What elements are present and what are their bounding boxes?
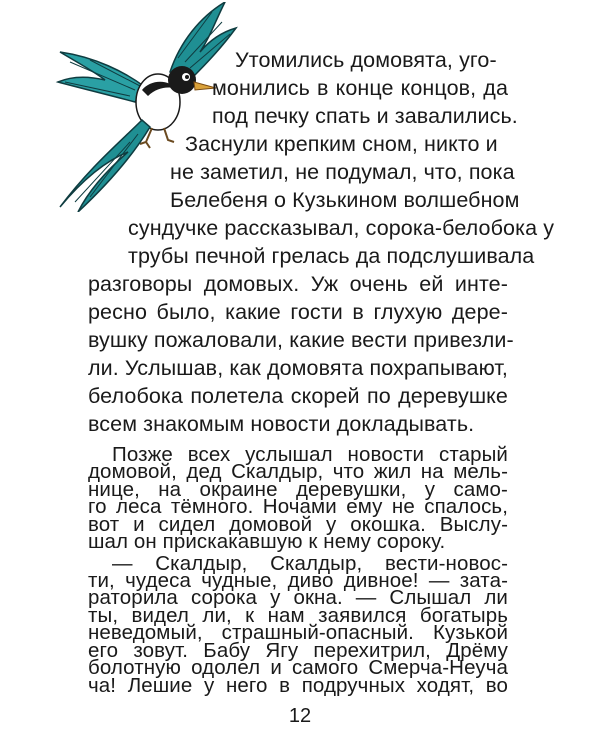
- text-line: — Скалдыр, Скалдыр, вести-новос-: [112, 551, 508, 575]
- text-line: трубы печной грелась да подслушивала: [128, 244, 535, 268]
- text-line: ресно было, какие гости в глухую дере-: [88, 300, 508, 324]
- text-line: Позже всех услышал новости старый: [112, 443, 508, 466]
- text-line: домовой, дед Скалдыр, что жил на мель-: [88, 460, 508, 484]
- text-line: шал он прискакавшую к нему сороку.: [88, 530, 446, 554]
- text-line: ли. Услышав, как домовята похрапывают,: [88, 356, 509, 380]
- text-line: его зовут. Бабу Ягу перехитрил, Дрёму: [88, 638, 508, 662]
- text-line: под печку спать и завалились.: [212, 104, 518, 128]
- text-line: го леса тёмного. Ночами ему не спалось,: [88, 495, 508, 519]
- text-line: Утомились домовята, уго-: [235, 48, 497, 72]
- magpie-head: [168, 66, 196, 94]
- text-line: Заснули крепким сном, никто и: [185, 132, 498, 156]
- text-line: болотную одолел и самого Смерча-Неуча: [88, 656, 508, 680]
- text-line: неведомый, страшный-опасный. Кузькой: [88, 621, 508, 645]
- text-line: вушку пожаловали, какие вести привезли-: [88, 328, 514, 352]
- text-line: не заметил, не подумал, что, пока: [170, 160, 515, 184]
- text-line: ты, видел ли, к нам заявился богатырь: [88, 603, 508, 627]
- text-line: разговоры домовых. Уж очень ей инте-: [88, 272, 508, 296]
- text-line: белобока полетела скорей по деревушке: [88, 384, 508, 408]
- text-line: вот и сидел домовой у окошка. Выслу-: [88, 512, 508, 536]
- text-line: раторила сорока у окна. — Слышал ли: [88, 586, 508, 610]
- text-line: ча! Лешие у него в подручных ходят, во: [88, 673, 508, 697]
- page-number: 12: [288, 705, 312, 727]
- text-line: монились в конце концов, да: [212, 76, 508, 100]
- text-line: Белебеня о Кузькином волшебном: [170, 188, 520, 212]
- text-line: ти, чудеса чудные, диво дивное! — зата-: [88, 569, 508, 592]
- magpie-wing-left: [58, 52, 145, 102]
- magpie-tail: [60, 120, 150, 212]
- text-line: нице, на окраине деревушки, у само-: [88, 477, 508, 501]
- text-line: всем знакомым новости докладывать.: [88, 412, 475, 436]
- text-line: сундучке рассказывал, сорока-белобока у: [128, 216, 555, 240]
